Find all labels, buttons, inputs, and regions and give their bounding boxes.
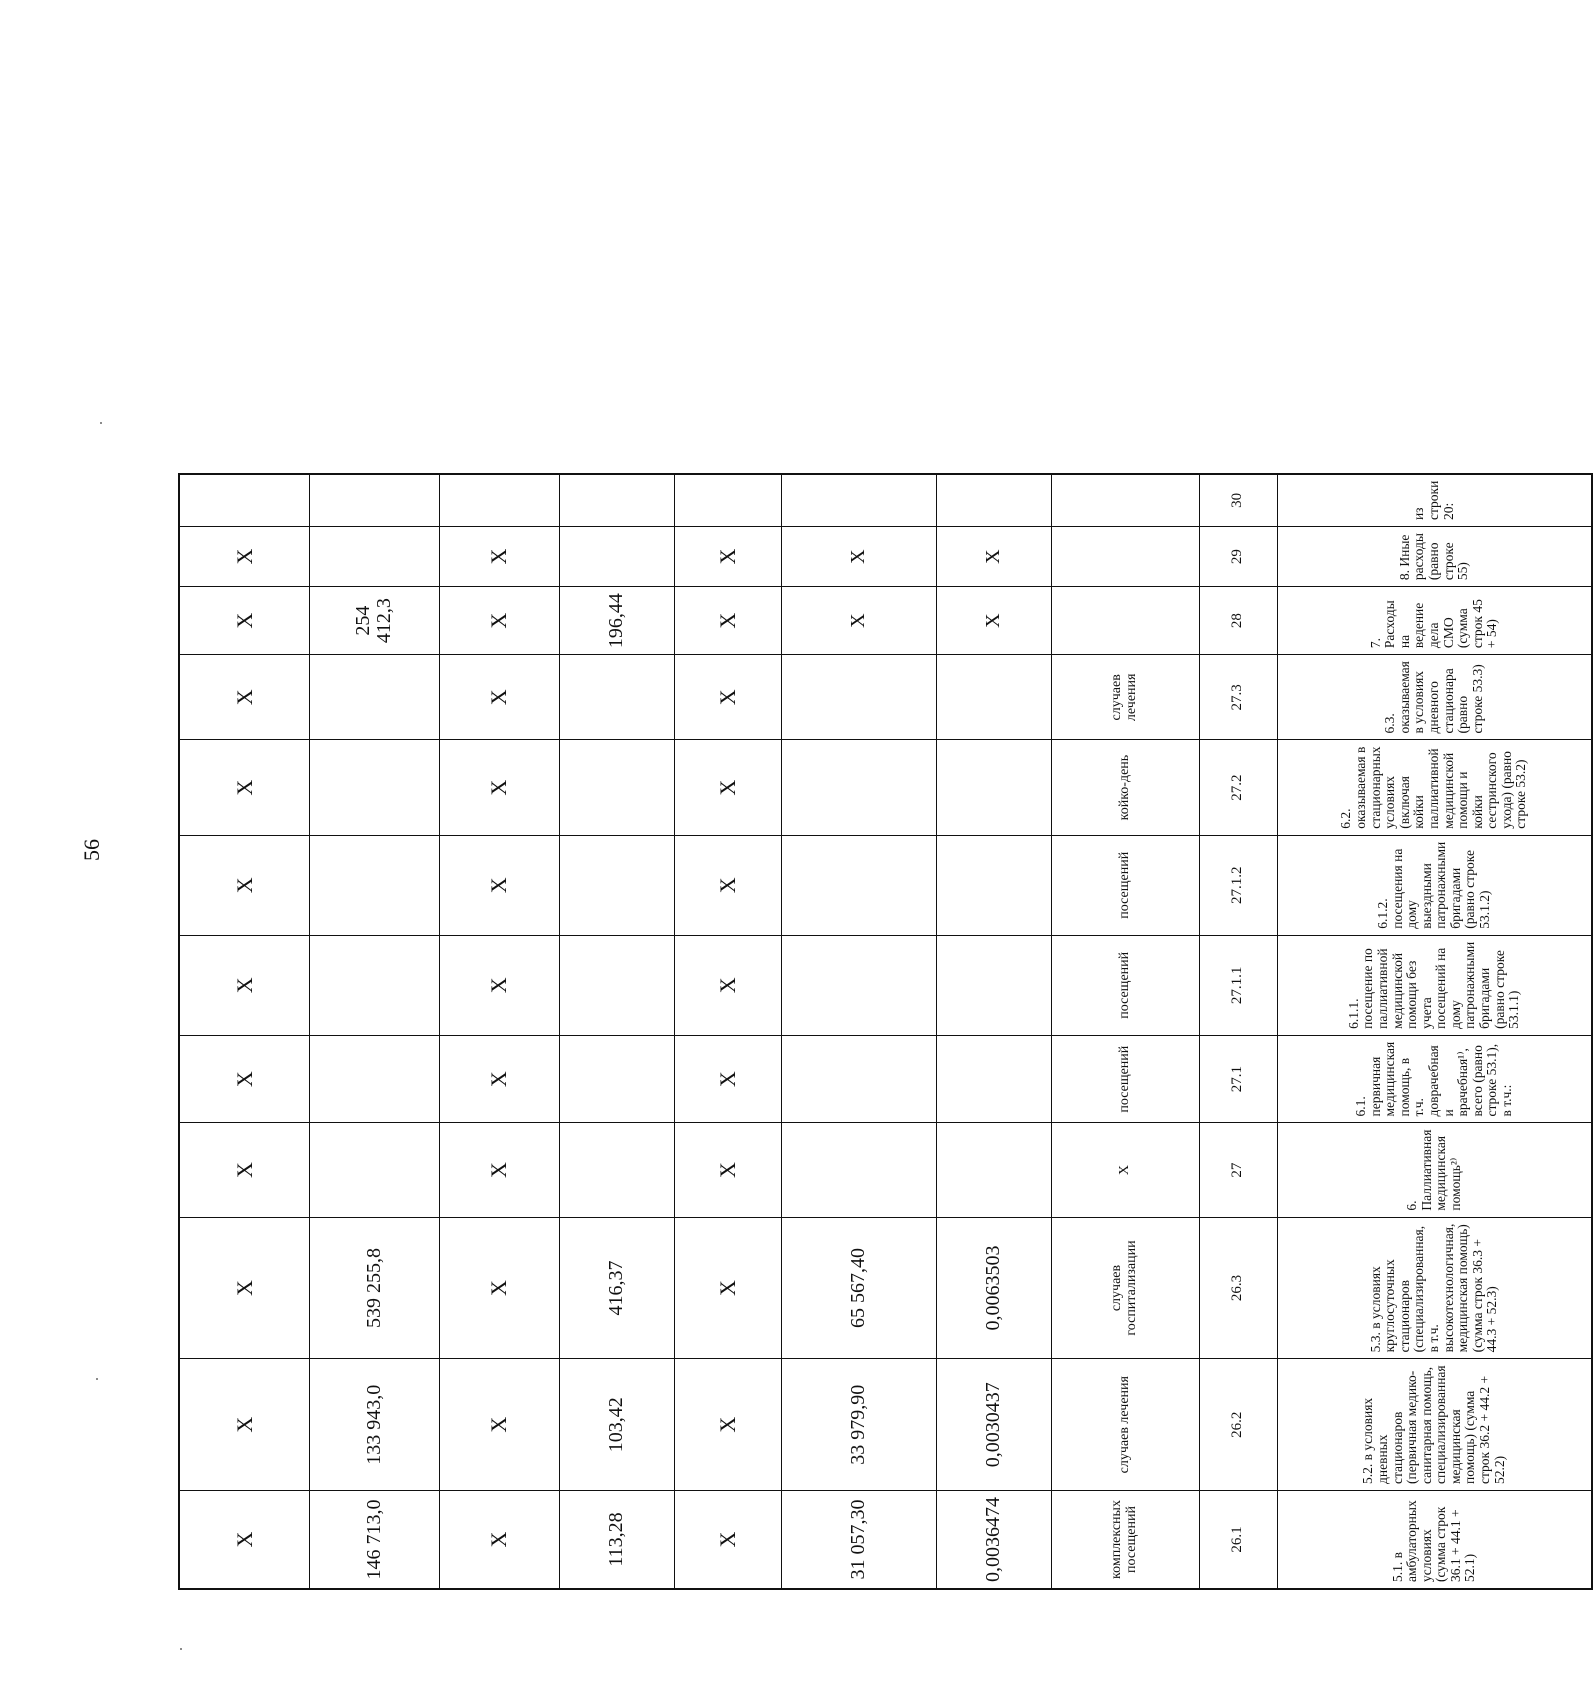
cell-col3: X [674, 1035, 781, 1123]
cell-col6 [309, 835, 439, 935]
cell-col7: X [179, 1123, 309, 1217]
cell-col7 [179, 474, 309, 527]
financing-table [178, 473, 1593, 1590]
row-number-cell: 27 [1199, 1123, 1277, 1217]
cell-col3 [674, 474, 781, 527]
description-cell: 5.2. в условиях дневных стационаров (первичная медико-санитарная помощь, специализированная медицинская помощь) (сумма строк 36.2 + 44.2 + 52.2) [1277, 1359, 1592, 1491]
cell-col4 [559, 474, 674, 527]
cell-col2: X [781, 527, 936, 587]
unit-cell: случаев лечения [1051, 1359, 1199, 1491]
cell-col7: X [179, 1359, 309, 1491]
cell-col6: 254 412,3 [309, 587, 439, 655]
cell-col2 [781, 655, 936, 740]
unit-cell: посещений [1051, 1035, 1199, 1123]
cell-col1 [936, 655, 1051, 740]
cell-col2: 33 979,90 [781, 1359, 936, 1491]
unit-cell: посещений [1051, 935, 1199, 1035]
table-row [781, 474, 936, 1589]
cell-col3: X [674, 1359, 781, 1491]
row-number-cell: 26.1 [1199, 1491, 1277, 1590]
unit-cell: X [1051, 1123, 1199, 1217]
cell-col3: X [674, 527, 781, 587]
unit-cell: комплексных посещений [1051, 1491, 1199, 1590]
description-cell: 7. Расходы на ведение дела СМО (сумма строк 45 + 54) [1277, 587, 1592, 655]
cell-col4 [559, 655, 674, 740]
cell-col6 [309, 474, 439, 527]
cell-col5 [439, 474, 559, 527]
cell-col4 [559, 527, 674, 587]
table-row [559, 474, 674, 1589]
description-cell: 6.1.2. посещения на дому выездными патронажными бригадами (равно строке 53.1.2) [1277, 835, 1592, 935]
description-cell: 6.2. оказываемая в стационарных условиях (включая койки паллиативной медицинской помощи и койки сестринского ухода) (равно строке 53.2) [1277, 740, 1592, 835]
description-cell: 5.1. в амбулаторных условиях (сумма строк 36.1 + 44.1 + 52.1) [1277, 1491, 1592, 1590]
cell-col7: X [179, 1035, 309, 1123]
cell-col5: X [439, 1035, 559, 1123]
cell-col3: X [674, 587, 781, 655]
cell-col4: 113,28 [559, 1491, 674, 1590]
table-row [309, 474, 439, 1589]
row-number-cell: 27.1 [1199, 1035, 1277, 1123]
cell-col6 [309, 527, 439, 587]
cell-col1 [936, 1123, 1051, 1217]
description-cell: из строки 20: [1277, 474, 1592, 527]
unit-cell: случаев госпитализации [1051, 1217, 1199, 1359]
cell-col2 [781, 935, 936, 1035]
page-number: 56 [79, 839, 104, 861]
cell-col5: X [439, 655, 559, 740]
speck [100, 422, 102, 424]
cell-col2 [781, 740, 936, 835]
cell-col3: X [674, 935, 781, 1035]
cell-col4: 103,42 [559, 1359, 674, 1491]
speck [180, 1648, 182, 1650]
cell-col1 [936, 935, 1051, 1035]
cell-col5: X [439, 587, 559, 655]
cell-col6 [309, 740, 439, 835]
cell-col1 [936, 835, 1051, 935]
cell-col7: X [179, 1491, 309, 1590]
table-row [439, 474, 559, 1589]
table-row [1199, 474, 1277, 1589]
cell-col3: X [674, 740, 781, 835]
cell-col1 [936, 740, 1051, 835]
description-cell: 6.1.1. посещение по паллиативной медицинской помощи без учета посещений на дому патронажными бригадами (равно строке 53.1.1) [1277, 935, 1592, 1035]
description-cell: 6. Паллиативная медицинская помощь²⁾ [1277, 1123, 1592, 1217]
cell-col4: 416,37 [559, 1217, 674, 1359]
cell-col7: X [179, 935, 309, 1035]
cell-col4 [559, 1035, 674, 1123]
row-number-cell: 27.3 [1199, 655, 1277, 740]
cell-col7: X [179, 527, 309, 587]
cell-col7: X [179, 655, 309, 740]
cell-col4 [559, 1123, 674, 1217]
cell-col2: X [781, 587, 936, 655]
cell-col1 [936, 1035, 1051, 1123]
cell-col2: 65 567,40 [781, 1217, 936, 1359]
cell-col6 [309, 1035, 439, 1123]
cell-col6: 539 255,8 [309, 1217, 439, 1359]
cell-col6: 133 943,0 [309, 1359, 439, 1491]
cell-col2 [781, 474, 936, 527]
cell-col5: X [439, 527, 559, 587]
table-row [179, 474, 309, 1589]
table-row [674, 474, 781, 1589]
cell-col4 [559, 835, 674, 935]
cell-col3: X [674, 1491, 781, 1590]
rotated-table-container [178, 473, 1593, 1590]
cell-col2 [781, 1035, 936, 1123]
cell-col6 [309, 935, 439, 1035]
table-row [1277, 474, 1592, 1589]
description-cell: 6.1. первичная медицинская помощь, в т.ч. доврачебная и врачебная¹⁾, всего (равно строке 53.1), в т.ч.: [1277, 1035, 1592, 1123]
row-number-cell: 29 [1199, 527, 1277, 587]
cell-col1: X [936, 527, 1051, 587]
cell-col3: X [674, 1123, 781, 1217]
description-cell: 8. Иные расходы (равно строке 55) [1277, 527, 1592, 587]
cell-col2: 31 057,30 [781, 1491, 936, 1590]
unit-cell: койко-день [1051, 740, 1199, 835]
row-number-cell: 27.1.2 [1199, 835, 1277, 935]
cell-col4 [559, 935, 674, 1035]
cell-col7: X [179, 1217, 309, 1359]
description-cell: 6.3. оказываемая в условиях дневного стационара (равно строке 53.3) [1277, 655, 1592, 740]
speck [96, 1378, 98, 1380]
unit-cell [1051, 527, 1199, 587]
cell-col2 [781, 1123, 936, 1217]
description-cell: 5.3. в условиях круглосуточных стационаров (специализированная, в т.ч. высокотехнологичная, медицинская помощь) (сумма строк 36.3 + 44.3 + 52.3) [1277, 1217, 1592, 1359]
cell-col1: 0,0063503 [936, 1217, 1051, 1359]
cell-col1: 0,0030437 [936, 1359, 1051, 1491]
cell-col2 [781, 835, 936, 935]
cell-col5: X [439, 1123, 559, 1217]
cell-col1: 0,0036474 [936, 1491, 1051, 1590]
row-number-cell: 28 [1199, 587, 1277, 655]
row-number-cell: 26.3 [1199, 1217, 1277, 1359]
cell-col7: X [179, 740, 309, 835]
cell-col7: X [179, 587, 309, 655]
unit-cell: случаев лечения [1051, 655, 1199, 740]
cell-col1: X [936, 587, 1051, 655]
cell-col3: X [674, 835, 781, 935]
cell-col6 [309, 1123, 439, 1217]
cell-col5: X [439, 1491, 559, 1590]
unit-cell [1051, 474, 1199, 527]
cell-col3: X [674, 1217, 781, 1359]
cell-col4: 196,44 [559, 587, 674, 655]
cell-col6: 146 713,0 [309, 1491, 439, 1590]
row-number-cell: 27.1.1 [1199, 935, 1277, 1035]
cell-col6 [309, 655, 439, 740]
table-row [1051, 474, 1199, 1589]
cell-col5: X [439, 1359, 559, 1491]
cell-col1 [936, 474, 1051, 527]
cell-col5: X [439, 835, 559, 935]
cell-col4 [559, 740, 674, 835]
row-number-cell: 27.2 [1199, 740, 1277, 835]
cell-col5: X [439, 1217, 559, 1359]
unit-cell: посещений [1051, 835, 1199, 935]
row-number-cell: 30 [1199, 474, 1277, 527]
row-number-cell: 26.2 [1199, 1359, 1277, 1491]
unit-cell [1051, 587, 1199, 655]
cell-col3: X [674, 655, 781, 740]
cell-col5: X [439, 935, 559, 1035]
table-row [936, 474, 1051, 1589]
cell-col7: X [179, 835, 309, 935]
cell-col5: X [439, 740, 559, 835]
